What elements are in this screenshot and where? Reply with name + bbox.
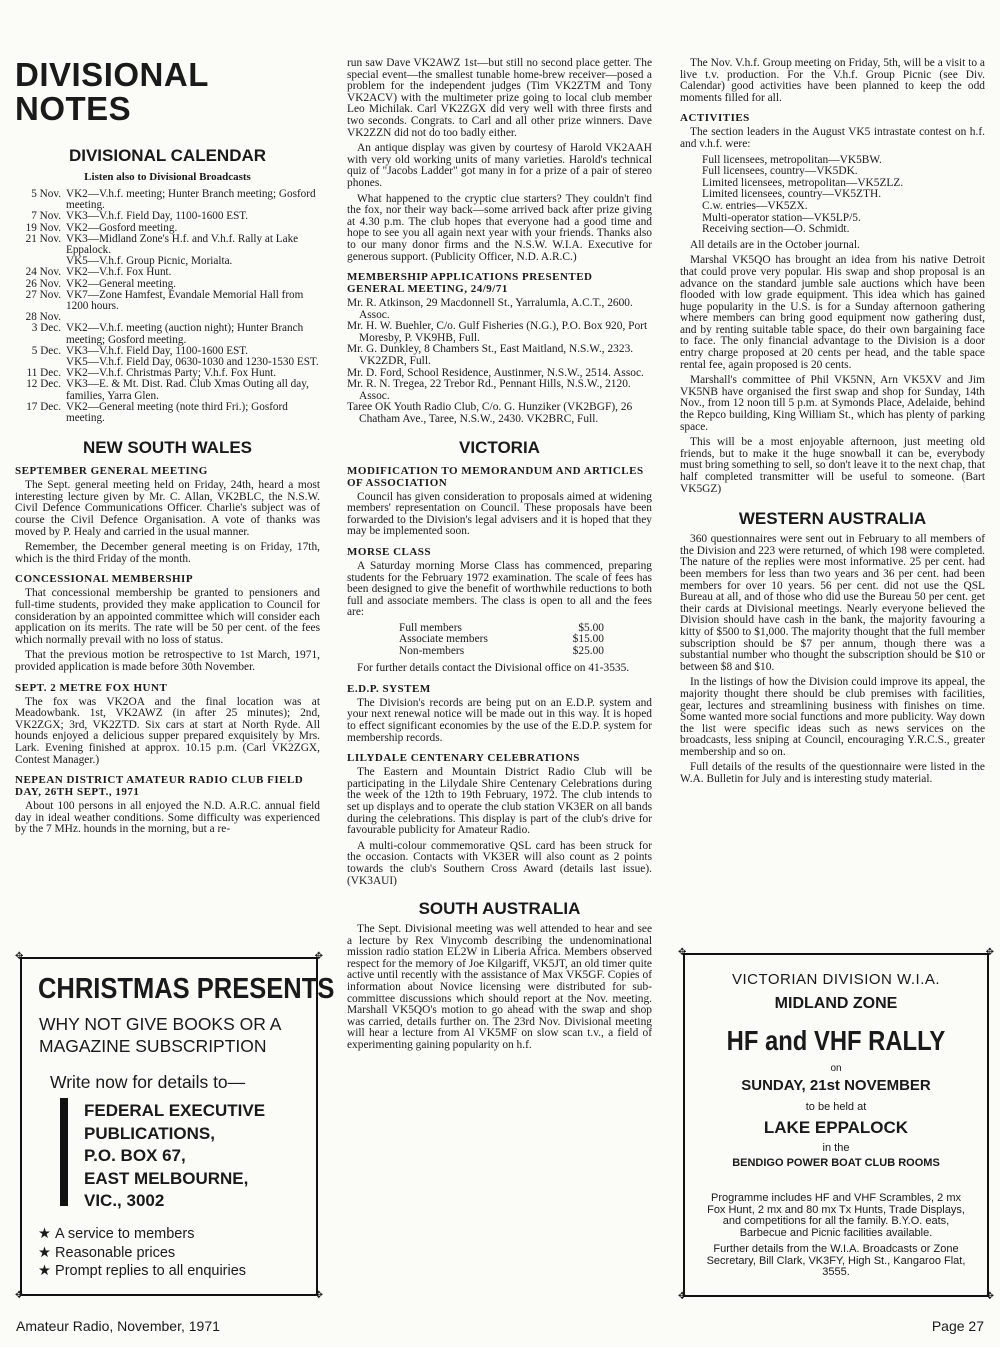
- rally-line-4: on: [830, 1063, 842, 1074]
- list-item: ★ Prompt replies to all enquiries: [38, 1263, 247, 1279]
- ornament-icon: ✥: [678, 1291, 687, 1302]
- calendar-entry: [15, 323, 320, 345]
- table-row: Associate members $15.00: [399, 633, 604, 646]
- rally-title: HF and VHF RALLY: [726, 1025, 946, 1056]
- paragraph: Marshall's committee of Phil VK5NN, Arn VK5XV and Jim VK5NB have organised the first swap and shop for Sunday, 14th Nov., from 12 noon till 5 p.m. at Symonds Place, Adelaide, behind the Repco building, King William St., which has plenty of parking space.: [680, 374, 985, 433]
- list-item: Mr. D. Ford, School Residence, Austinmer, N.S.W., 2514. Assoc.: [347, 366, 644, 379]
- western-australia-heading: WESTERN AUSTRALIA: [738, 509, 927, 529]
- south-australia-heading: SOUTH AUSTRALIA: [418, 899, 581, 919]
- column-2: [347, 58, 652, 1056]
- table-row: Non-members $25.00: [399, 644, 604, 657]
- star-icon: ★: [38, 1263, 51, 1279]
- list-item: Multi-operator station—VK5LP/5.: [702, 211, 861, 224]
- accent-bar: [60, 1098, 68, 1206]
- rally-programme: Programme includes HF and VHF Scrambles, 2 mx Fox Hunt, 2 mx and 80 mx Tx Hunts, Trade Displays, and competitions for all the family. B.Y.O. eats, Barbecue and Picnic facilities available.: [707, 1192, 965, 1239]
- list-item: ★ Reasonable prices: [38, 1244, 176, 1261]
- paragraph: Council has given consideration to proposals aimed at widening members' representation on Council. These proposals have been forwarded to the Division's legal advisers and it is hoped that they may be implemented soon.: [347, 490, 652, 538]
- fees-table: [399, 623, 652, 657]
- membership-applications-heading: MEMBERSHIP APPLICATIONS PRESENTED GENERAL MEETING, 24/9/71: [347, 271, 593, 296]
- rally-contact: Further details from the W.I.A. Broadcasts or Zone Secretary, Bill Clark, VK3FY, High St., Kangaroo Flat, 3555.: [706, 1243, 966, 1278]
- calendar-date: 11 Dec.: [26, 367, 61, 380]
- calendar-text: VK2—Gosford meeting.: [66, 221, 178, 234]
- calendar-entry: [15, 379, 320, 401]
- ornament-icon: ✥: [985, 1291, 994, 1302]
- paragraph: The Sept. general meeting held on Friday, 24th, heard a most interesting lecture given by Mr. C. Allan, VK2BLC, the N.S.W. Civil Defence Communications Officer. Charlie's subject was of course the Civil Defence Organisation. A vote of thanks was moved by P. Healy and carried in the usual manner.: [15, 479, 320, 538]
- calendar-text: VK2—General meeting (note third Fri.); Gosford meeting.: [66, 400, 288, 425]
- paragraph: 360 questionnaires were sent out in February to all members of the Division and 223 were returned, of which 198 were completed. The nature of the replies were most informative. 25 per cent. had been members for less than two years and 36 per cent. had been members for over 10 years. 56 per cent. did not use the QSL Bureau at all, and of those who did use the Bureau 50 per cent. get their cards at Divisional meetings. Nearly everyone believed the Division should have cash in the bank, the majority favouring a kitty of $500 to $1,000. The majority thought that the full member subscription should be $7 per annum, though there was a substantial number who thought the subscription should be $10 or between $8 and $10.: [680, 533, 985, 673]
- calendar-text: VK5—V.h.f. Field Day, 0630-1030 and 1230-1530 EST.: [66, 356, 319, 369]
- list-item: Full licensees, metropolitan—VK5BW.: [702, 153, 882, 166]
- paragraph: That the previous motion be retrospective to 1st March, 1971, provided application is made before 30th November.: [15, 649, 320, 673]
- table-row: Full members $5.00: [399, 621, 604, 634]
- paragraph: An antique display was given by courtesy of Harold VK2AAH with very old working units of many varieties. Harold's technical quiz of "Jacobs Ladder" got many in for a prize of a pair of stereo phones.: [347, 142, 652, 189]
- rally-line-1: VICTORIAN DIVISION W.I.A.: [731, 971, 941, 988]
- calendar-date: 28 Nov.: [25, 311, 61, 324]
- ad-bullets: [38, 1225, 246, 1281]
- calendar-entry: [15, 402, 320, 424]
- nsw-sept-meeting-heading: SEPTEMBER GENERAL MEETING: [15, 465, 208, 478]
- paragraph: All details are in the October journal.: [690, 238, 860, 251]
- page-title: DIVISIONAL NOTES: [15, 56, 209, 127]
- column-1: [15, 58, 320, 840]
- rally-location: LAKE EPPALOCK: [763, 1118, 909, 1137]
- paragraph: That concessional membership be granted to pensioners and full-time students, provided they make application to Council for consideration by an appointed committee which will consider each application on its merits. The rate will be 50 per cent. of the fees which normally prevail with no loss of status.: [15, 587, 320, 646]
- paragraph: The Sept. Divisional meeting was well attended to hear and see a lecture by Rex Vinycomb describing the undenominational mission radio station EL2W in Liberia Africa. Members observed respect for the memory of Joe Kilgariff, VK5JT, an old timer quite active until recently with the assistance of Max VK5GF. Copies of information about Novice licensing were distributed for sub-committee discussions which should report at the Nov. meeting. Marshall VK5QO's motion to go ahead with the swap and shop was carried, details further on. The 23rd Nov. Divisional meeting will hear a lecture from Al VK5MF on slow scan t.v., a field of experimenting gaining popularity on h.f.: [347, 923, 652, 1052]
- christmas-presents-ad: [15, 951, 335, 1301]
- ornament-icon: ✥: [985, 947, 994, 958]
- list-item: Mr. R. Atkinson, 29 Macdonnell St., Yarralumla, A.C.T., 2600. Assoc.: [347, 297, 633, 321]
- calendar-date: 12 Dec.: [26, 378, 61, 391]
- calendar-entry: [15, 290, 320, 312]
- calendar-text: VK3—E. & Mt. Dist. Rad. Club Xmas Outing all day, families, Yarra Glen.: [66, 378, 309, 402]
- calendar-date: 24 Nov.: [25, 266, 61, 279]
- rally-line-8: in the: [822, 1142, 850, 1154]
- list-item: Full licensees, country—VK5DK.: [702, 165, 858, 178]
- paragraph: For further details contact the Divisional office on 41-3535.: [357, 662, 630, 675]
- paragraph: The fox was VK2OA and the final location was at Meadowbank. 1st, VK2AWZ (in after 25 minutes); 2nd, VK2ZGX; 3rd, VK2ZTD. Six cars at start at North Ryde. All hounds enjoyed a delicious supper prepared exquisitely by Mrs. Lark. Evening finished at approx. 10.15 p.m. (Carl VK2ZGX, Contest Manager.): [15, 695, 320, 766]
- calendar-subheading: Listen also to Divisional Broadcasts: [84, 171, 251, 183]
- paragraph: Full details of the results of the questionnaire were listed in the W.A. Bulletin for July and is interesting study material.: [680, 761, 985, 786]
- calendar-text: VK3—V.h.f. Field Day, 1100-1600 EST.: [66, 210, 249, 223]
- calendar-date: 26 Nov.: [25, 277, 61, 290]
- ornament-icon: ✥: [678, 947, 687, 958]
- column-3: [680, 58, 985, 790]
- calendar-heading: DIVISIONAL CALENDAR: [68, 146, 267, 165]
- list-item: C.w. entries—VK5ZX.: [702, 199, 808, 212]
- paragraph: A Saturday morning Morse Class has commenced, preparing students for the February 1972 examination. The scale of fees has been designed to give the benefit of worthwhile reductions to both full and associate members. The class is open to all and the fees are:: [347, 560, 652, 619]
- list-item: Mr. R. N. Tregea, 22 Trebor Rd., Pennant Hills, N.S.W., 2120. Assoc.: [347, 378, 631, 402]
- list-item: Receiving section—O. Schmidt.: [702, 223, 850, 236]
- list-item: Mr. H. W. Buehler, C/o. Gulf Fisheries (N.G.), P.O. Box 920, Port Moresby, P. VK9HB, Full.: [347, 320, 648, 344]
- paragraph: run saw Dave VK2AWZ 1st—but still no second place getter. The special event—the smallest tunable home-brew receiver—posed a problem for the independent judges (Tim VK2ZTM and Tony VK2ACV) with the multimeter prize going to local club member Leo Michilak. Carl VK2ZGX did very well with three firsts and two seconds. Congrats. to Carl and all other prize winners. Dave VK2ZZN did not do too badly either.: [347, 57, 652, 139]
- paragraph: Remember, the December general meeting is on Friday, 17th, which is the third Friday of the month.: [15, 541, 320, 565]
- star-icon: ★: [38, 1226, 51, 1242]
- victoria-heading: VICTORIA: [459, 437, 540, 457]
- paragraph: About 100 persons in all enjoyed the N.D. A.R.C. annual field day in ideal weather conditions. Some difficulty was experienced by the 7 MHz. hounds in the morning, but a re-: [15, 800, 320, 836]
- calendar-text: VK2—V.h.f. Fox Hunt.: [66, 266, 172, 279]
- membership-applications-list: [347, 298, 652, 426]
- star-icon: ★: [38, 1244, 51, 1261]
- ornament-icon: ✥: [15, 951, 24, 962]
- calendar-entry: [15, 234, 320, 256]
- calendar-list: [15, 189, 320, 424]
- paragraph: What happened to the cryptic clue starters? They couldn't find the fox, nor their way back—some arrived back after prize giving at 4.30 p.m. The club hopes that everyone had a good time and hope to see you all again next year with your friends. Thanks also to our many donor firms and the N.S.W. W.I.A. Executive for generous support. (Publicity Officer, N.D. A.R.C.): [347, 192, 652, 263]
- calendar-text: VK2—V.h.f. meeting; Hunter Branch meeting; Gosford meeting.: [66, 188, 316, 212]
- calendar-date: 19 Nov.: [25, 221, 61, 234]
- paragraph: The section leaders in the August VK5 intrastate contest on h.f. and v.h.f. were:: [680, 126, 985, 150]
- calendar-text: VK3—V.h.f. Field Day, 1100-1600 EST.: [66, 344, 249, 357]
- calendar-date: 5 Nov.: [31, 188, 61, 200]
- calendar-date: 17 Dec.: [26, 400, 61, 413]
- calendar-date: 7 Nov.: [31, 210, 61, 223]
- paragraph: A multi-colour commemorative QSL card has been struck for the occasion. Contacts with VK3ER will also count as 2 points towards the club's Southern Cross Award (details last issue). (VK3AUI): [347, 839, 652, 887]
- calendar-text: VK5—V.h.f. Group Picnic, Morialta.: [66, 255, 233, 268]
- contest-leaders-list: [702, 155, 985, 236]
- sa-activities-heading: ACTIVITIES: [680, 112, 750, 125]
- calendar-entry: [15, 211, 320, 222]
- calendar-text: VK3—Midland Zone's H.f. and V.h.f. Rally at Lake Eppalock.: [66, 232, 299, 257]
- nsw-fox-hunt-heading: SEPT. 2 METRE FOX HUNT: [15, 681, 168, 694]
- calendar-date: 21 Nov.: [25, 232, 61, 245]
- rally-ad: [678, 947, 994, 1302]
- vic-modification-heading: MODIFICATION TO MEMORANDUM AND ARTICLES OF ASSOCIATION: [347, 464, 644, 489]
- rally-line-2: MIDLAND ZONE: [774, 995, 898, 1012]
- vic-lilydale-heading: LILYDALE CENTENARY CELEBRATIONS: [347, 752, 580, 765]
- nsw-heading: NEW SOUTH WALES: [82, 438, 253, 458]
- paragraph: The Eastern and Mountain District Radio Club will be participating in the Lilydale Shire Centenary Celebrations during the week of the 12th to 19th February, 1972. The club intends to set up displays and to operate the club station VK3ER on all bands during the celebrations. This display is part of the club's drive for favourable publicity for Amateur Radio.: [347, 766, 652, 837]
- paragraph: This will be a most enjoyable afternoon, just meeting old friends, but to make it the huge snowball it can be, everybody must bring something to sell, so don't leave it to the next chap, that half completed transmitter will be useful to someone. (Bart VK5GZ): [680, 436, 985, 495]
- ornament-icon: ✥: [15, 1290, 24, 1301]
- vic-edp-heading: E.D.P. SYSTEM: [347, 682, 431, 695]
- calendar-text: VK2—V.h.f. Christmas Party; V.h.f. Fox Hunt.: [66, 367, 277, 380]
- list-item: Limited licensees, country—VK5ZTH.: [702, 188, 882, 201]
- rally-line-6: to be held at: [805, 1101, 867, 1113]
- list-item: Limited licensees, metropolitan—VK5ZLZ.: [702, 176, 904, 189]
- rally-venue: BENDIGO POWER BOAT CLUB ROOMS: [732, 1157, 940, 1169]
- list-item: Taree OK Youth Radio Club, C/o. G. Hunziker (VK2BGF), 26 Chatham Ave., Taree, N.S.W., 2430. VK2BRC, Full.: [347, 401, 633, 426]
- ornament-icon: ✥: [314, 951, 323, 962]
- calendar-text: VK2—V.h.f. meeting (auction night); Hunter Branch meeting; Gosford meeting.: [66, 322, 304, 346]
- rally-date: SUNDAY, 21st NOVEMBER: [741, 1077, 931, 1094]
- calendar-text: VK2—General meeting.: [66, 277, 176, 290]
- vic-morse-heading: MORSE CLASS: [347, 546, 432, 558]
- calendar-date: 3 Dec.: [31, 322, 61, 335]
- ad-subtitle: WHY NOT GIVE BOOKS OR A MAGAZINE SUBSCRIPTION: [39, 1014, 281, 1056]
- calendar-date: 27 Nov.: [25, 288, 61, 301]
- paragraph: The Division's records are being put on an E.D.P. system and your next renewal notice will be made out in this way. It is hoped to effect significant economies by the use of the E.D.P. system for membership records.: [347, 696, 652, 744]
- ad-address: FEDERAL EXECUTIVE PUBLICATIONS, P.O. BOX 67, EAST MELBOURNE, VIC., 3002: [84, 1101, 266, 1210]
- calendar-text: VK7—Zone Hamfest, Evandale Memorial Hall from 1200 hours.: [66, 288, 304, 313]
- calendar-date: 5 Dec.: [31, 344, 61, 357]
- paragraph: In the listings of how the Division could improve its appeal, the majority thought there should be club premises with facilities, gear, lectures and streamlining business with finishes on time. Some wanted more social functions and more publicity. Way down the list were specific ideas such as news services on the broadcasts, less sniping at Council, encouraging Y.R.C.S., greater membership and so on.: [680, 676, 985, 758]
- list-item: ★ A service to members: [38, 1226, 195, 1242]
- ad-write-line: Write now for details to—: [50, 1072, 246, 1092]
- nsw-concessional-heading: CONCESSIONAL MEMBERSHIP: [15, 573, 194, 586]
- ornament-icon: ✥: [314, 1290, 323, 1301]
- list-item: Mr. G. Dunkley, 8 Chambers St., East Maitland, N.S.W., 2323. VK2ZDR, Full.: [347, 343, 634, 368]
- paragraph: The Nov. V.h.f. Group meeting on Friday, 5th, will be a visit to a live t.v. production. For the V.h.f. Group Picnic (see Div. Calendar) good activities have been planned to keep the odd moments filled for all.: [680, 57, 985, 104]
- footer-page-number: Page 27: [931, 1318, 984, 1334]
- footer-publication: Amateur Radio, November, 1971: [16, 1318, 220, 1334]
- ad-title: CHRISTMAS PRESENTS: [38, 973, 335, 1005]
- calendar-entry: [15, 267, 320, 278]
- paragraph: Marshal VK5QO has brought an idea from his native Detroit that could prove very popular. His swap and shop proposal is an advance on the standard jumble sale auctions which have been flooded with low grade equipment. This idea which has gained huge popularity in the U.S. is for a Sunday afternoon gathering where members can bring good equipment now gathering dust, and by renting suitable table space, do their own bargaining face to face. The only financial advantage to the Division is a door entry charge proposed at 20 cents per head, and the table space rental fee, again proposed is 20 cents.: [680, 254, 985, 371]
- calendar-entry: [15, 189, 320, 211]
- nsw-nepean-heading: NEPEAN DISTRICT AMATEUR RADIO CLUB FIELD DAY, 26TH SEPT., 1971: [15, 774, 304, 799]
